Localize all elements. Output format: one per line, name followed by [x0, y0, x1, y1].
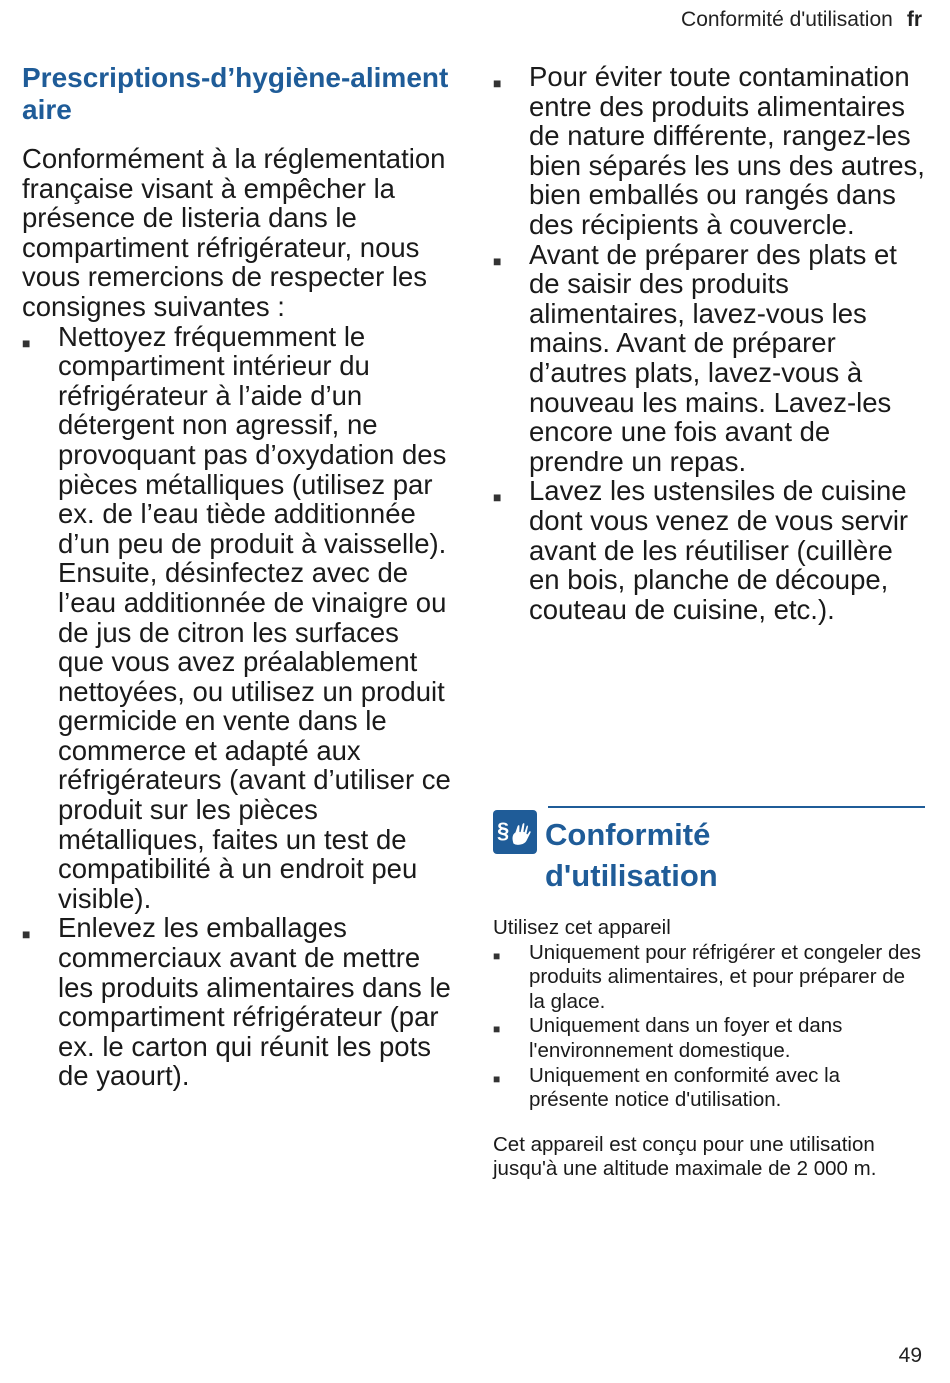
- running-header: [681, 8, 922, 32]
- bullet-square-icon: ■: [493, 252, 502, 269]
- language-code: fr: [906, 8, 922, 31]
- list-item: ■ Uniquement dans un foyer et dans l'environnement domestique.: [493, 1014, 843, 1062]
- list-item: ■ Uniquement en conformité avec la présente notice d'utilisation.: [493, 1063, 841, 1112]
- page-number: 49: [898, 1344, 922, 1367]
- svg-text:§: §: [497, 818, 510, 843]
- left-column: [22, 62, 452, 1091]
- hygiene-body-continued: [493, 62, 925, 624]
- section-title-line2: d'utilisation: [545, 858, 718, 893]
- paragraph-hand-icon: [493, 810, 537, 854]
- bullet-square-icon: ■: [493, 1022, 501, 1037]
- bullet-square-icon: ■: [493, 489, 502, 506]
- hygiene-list-continued: [493, 62, 925, 624]
- bullet-square-icon: ■: [493, 1071, 501, 1086]
- list-item: ■ Lavez les ustensiles de cuisine dont vous venez de vous servir avant de les réutiliser (cuillère en bois, planche de découpe, couteau de cuisine, etc.).: [493, 475, 909, 625]
- list-item: ■ Avant de préparer des plats et de saisir des produits alimentaires, lavez-vous les mains. Avant de préparer d’autres plats, lavez-vous à nouveau les mains. Lavez-les encore une fois avant de prendre un repas.: [493, 238, 897, 477]
- list-item: ■ Enlevez les emballages commerciaux avant de mettre les produits alimentaires dans le compartiment réfrigérateur (par ex. le carton qui réunit les pots de yaourt).: [22, 912, 451, 1092]
- conformity-intro: Utilisez cet appareil: [493, 916, 671, 939]
- list-item: ■ Pour éviter toute contamination entre des produits alimentaires de nature différente, rangez-les bien séparés les uns des autres, bien emballés ou rangés dans des récipients à couvercle.: [493, 61, 925, 240]
- hygiene-heading: Prescriptions-d’hygiène-alimentaire: [22, 62, 449, 125]
- altitude-note: Cet appareil est conçu pour une utilisation jusqu'à une altitude maximale de 2 000 m.: [493, 1132, 877, 1181]
- section-divider: [548, 806, 925, 808]
- list-item: ■ Nettoyez fréquemment le compartiment intérieur du réfrigérateur à l’aide d’un détergent non agressif, ne provoquant pas d’oxydation des pièces métalliques (utilisez par ex. de l’eau tiède additionnée d’un peu de produit à vaisselle). Ensuite, désinfectez avec de l’eau additionnée de vinaigre ou de jus de citron les surfaces que vous avez préalablement nettoyées, ou utilisez un produit germicide en vente dans le commerce et adapté aux réfrigérateurs (avant d’utiliser ce produit sur les pièces métalliques, faites un test de compatibilité à un endroit peu visible).: [22, 320, 451, 914]
- conformity-list: [493, 941, 925, 1113]
- hygiene-intro: Conformément à la réglementation française visant à empêcher la présence de listeria dans le compartiment réfrigérateur, nous vous remercions de respecter les consignes suivantes :: [22, 143, 446, 322]
- hygiene-list: [22, 322, 452, 1091]
- bullet-square-icon: ■: [22, 334, 31, 351]
- hygiene-body: [22, 144, 452, 1091]
- bullet-square-icon: ■: [493, 75, 502, 91]
- right-column: [493, 62, 925, 624]
- list-item: ■ Uniquement pour réfrigérer et congeler des produits alimentaires, et pour préparer de la glace.: [493, 940, 921, 1013]
- section-title-line1: Conformité: [545, 817, 711, 852]
- bullet-square-icon: ■: [22, 926, 31, 943]
- section-title: [545, 814, 718, 896]
- header-section-title: Conformité d'utilisation: [681, 8, 893, 31]
- conformity-body: [493, 916, 925, 1182]
- bullet-square-icon: ■: [493, 948, 501, 963]
